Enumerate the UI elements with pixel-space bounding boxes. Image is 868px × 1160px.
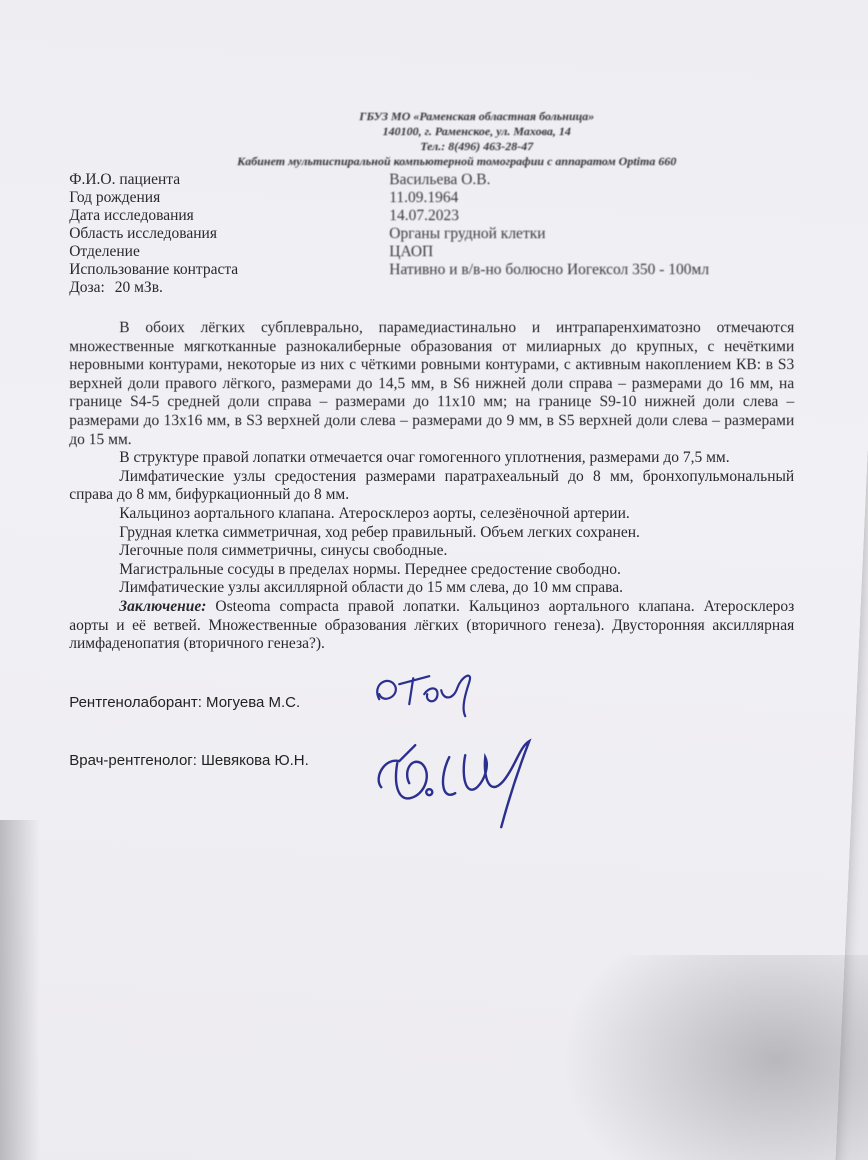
institution-name: ГБУЗ МО «Раменская областная больница»	[359, 109, 595, 124]
field-value: Органы грудной клетки	[389, 225, 546, 243]
letterhead	[159, 109, 794, 169]
dose-label: Доза:	[69, 279, 105, 297]
field-label: Дата исследования	[69, 207, 194, 225]
handwritten-signature-icon	[369, 727, 559, 837]
field-row-birth-year	[69, 189, 794, 207]
field-value: ЦАОП	[389, 243, 434, 261]
conclusion-text: Osteoma compacta правой лопатки. Кальциноз аортального клапана. Атеросклероз аорты и её ветвей. Множественные образования лёгких (вторичного генеза). Двусторонняя аксиллярная лимфаденопатия (вторичного генеза?).	[69, 598, 795, 653]
signature-row-radiologist	[69, 752, 794, 822]
institution-phone: Тел.: 8(496) 463-28-47	[420, 139, 534, 154]
field-value: 14.07.2023	[389, 207, 459, 225]
field-label: Ф.И.О. пациента	[69, 171, 181, 189]
findings-paragraph: Лимфатические узлы аксиллярной области до 15 мм слева, до 10 мм справа.	[119, 579, 623, 597]
institution-address: 140100, г. Раменское, ул. Махова, 14	[382, 124, 571, 139]
field-row-dose	[69, 279, 794, 297]
field-row-department	[69, 243, 794, 261]
findings-paragraph: В структуре правой лопатки отмечается очаг гомогенного уплотнения, размерами до 7,5 мм.	[119, 449, 730, 467]
findings-paragraph: В обоих лёгких субплеврально, парамедиастинально и интрапаренхиматозно отмечаются множественные мягкотканные разнокалиберные образования от милиарных до крупных, с нечёткими неровными контурами, некоторые из них с чёткими ровными контурами, с активным накоплением КВ: в S3 верхней доли правого лёгкого, размерами до 14,5 мм, в S6 нижней доли справа – размерами до 16 мм, на границе S4-5 средней доли справа – размерами до 11x10 мм; на границе S9-10 нижней доли слева – размерами до 13x16 мм, в S3 верхней доли слева – размерами до 9 мм, в S5 верхней доли слева – размерами до 15 мм.	[69, 319, 795, 448]
field-label: Использование контраста	[69, 261, 239, 279]
signatures-block	[69, 694, 794, 822]
document-content	[69, 109, 794, 822]
signature-label: Врач-рентгенолог: Шевякова Ю.Н.	[69, 751, 309, 769]
handwritten-signature-icon	[369, 664, 499, 724]
field-value: Нативно и в/в-но болюсно Иогексол 350 - 100мл	[389, 261, 710, 279]
findings-paragraph: Легочные поля симметричны, синусы свободные.	[119, 542, 448, 560]
field-value: 11.09.1964	[389, 189, 459, 207]
dose-field	[69, 279, 389, 297]
field-row-patient-name	[69, 171, 794, 189]
conclusion-label: Заключение:	[119, 598, 207, 616]
dose-value: 20 мЗв.	[114, 279, 163, 297]
findings-paragraph: Кальциноз аортального клапана. Атеросклероз аорты, селезёночной артерии.	[119, 505, 630, 523]
field-row-exam-date	[69, 207, 794, 225]
field-row-contrast	[69, 261, 794, 279]
field-label: Год рождения	[69, 189, 161, 207]
conclusion-paragraph	[69, 598, 794, 654]
report-body	[69, 319, 794, 654]
findings-paragraph: Лимфатические узлы средостения размерами паратрахеальный до 8 мм, бронхопульмональный справа до 8 мм, бифуркационный до 8 мм.	[69, 467, 795, 504]
field-value: Васильева О.В.	[389, 171, 491, 189]
signature-label: Рентгенолаборант: Могуева М.С.	[69, 693, 301, 711]
findings-paragraph: Грудная клетка симметричная, ход ребер правильный. Объем легких сохранен.	[119, 523, 640, 541]
ct-room-name: Кабинет мультиспиральной компьютерной томографии с аппаратом Optima 660	[237, 154, 677, 169]
findings-paragraph: Магистральные сосуды в пределах нормы. Переднее средостение свободно.	[119, 560, 621, 578]
patient-fields	[69, 171, 794, 297]
field-label: Отделение	[69, 243, 140, 261]
field-row-exam-area	[69, 225, 794, 243]
field-label: Область исследования	[69, 225, 217, 243]
